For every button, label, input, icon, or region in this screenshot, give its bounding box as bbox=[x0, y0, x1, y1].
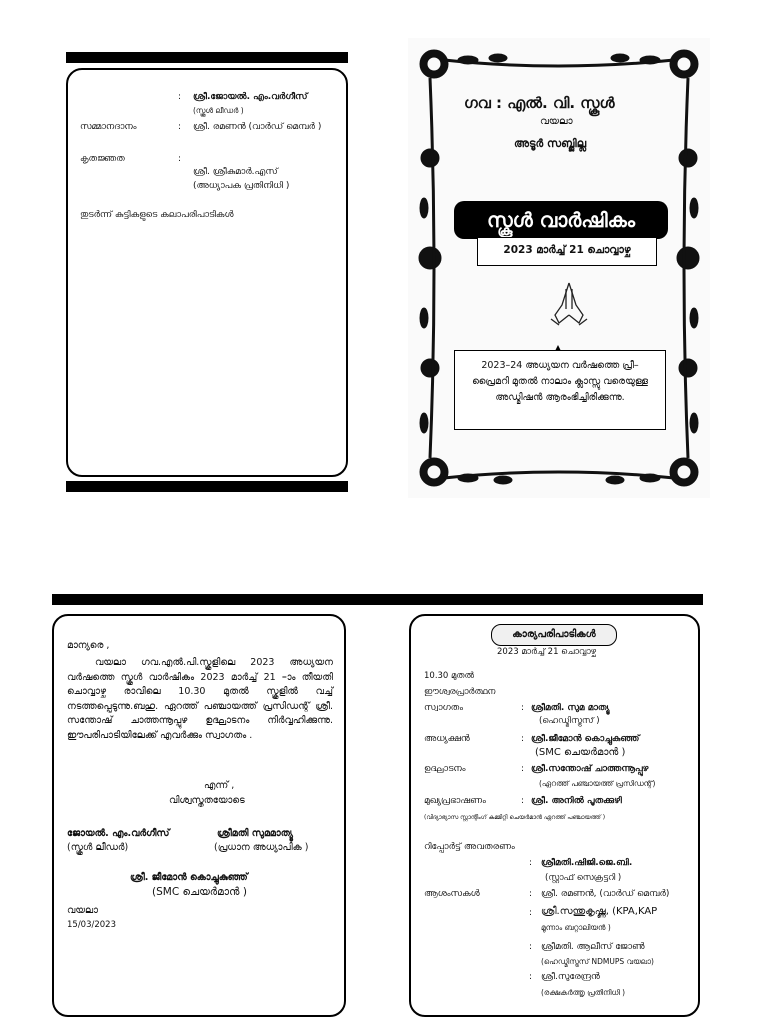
programme-time: 10.30 മുതൽ bbox=[424, 671, 474, 681]
wish-colon: : bbox=[529, 942, 533, 952]
wish-name: ശ്രീ.സന്തുകൃഷ്ണ, (KPA,KAP bbox=[541, 906, 658, 917]
item-name-inauguration: ശ്രീ.സന്തോഷ് ചാത്തന്നൂപ്പുഴ bbox=[531, 764, 649, 774]
top-left-frame bbox=[66, 68, 348, 477]
cover-school-name: ഗവ : എൽ. വി. സ്കൂൾ bbox=[464, 94, 615, 112]
top-left-rule bbox=[66, 52, 348, 63]
letter-frame bbox=[52, 614, 346, 1017]
report-role: (സ്റ്റാഫ് സെക്രട്ടറി ) bbox=[545, 873, 622, 883]
wishes-label: ആശംസകൾ bbox=[424, 889, 480, 899]
praying-hands-icon bbox=[549, 279, 589, 327]
top-left-bottom-rule bbox=[66, 481, 348, 492]
wish-colon: : bbox=[529, 889, 533, 899]
event-title: സ്കൂൾ വാർഷികം bbox=[486, 208, 636, 232]
sig3-name: ശ്രീ. ജീമോൻ കൊച്ചുകുഞ്ഞ് bbox=[130, 872, 248, 883]
event-date-box bbox=[477, 237, 657, 266]
sig3-role: (SMC ചെയർമാൻ ) bbox=[152, 886, 247, 898]
bottom-section-rule bbox=[52, 594, 703, 605]
tl-role-1: (സ്കൂൾ ലീഡർ ) bbox=[193, 106, 244, 115]
report-name: ശ്രീമതി.ഷിജി.ജെ.ബി. bbox=[541, 858, 633, 868]
item-role-inauguration: (ഏറത്ത് പഞ്ചായത്ത് പ്രസിഡന്റ്) bbox=[539, 779, 656, 788]
item-colon: : bbox=[521, 796, 525, 806]
wish-role: (ഹെഡ്മിസ്ട്രസ് NDMUPS വയലാ) bbox=[541, 957, 654, 966]
wish-name: ശ്രീ.സുരേന്ദ്രൻ bbox=[541, 972, 600, 982]
letter-place: വയലാ bbox=[67, 905, 98, 916]
cover-place: വയലാ bbox=[540, 116, 573, 127]
report-colon: : bbox=[529, 858, 533, 868]
wish-role: മൂന്നാം ബറ്റാലിയൻ ) bbox=[541, 923, 611, 932]
item-name-president: ശ്രീ.ജീമോൻ കൊച്ചുകുഞ്ഞ് bbox=[531, 734, 640, 744]
sig1-name: ജോയൽ. എം.വർഗീസ് bbox=[67, 828, 170, 839]
wish-role: (രക്ഷകർത്തൃ പ്രതിനിധി ) bbox=[541, 988, 626, 997]
item-label-welcome: സ്വാഗതം bbox=[424, 703, 464, 713]
letter-closing-1: എന്ന് , bbox=[204, 780, 235, 791]
admission-note-box bbox=[454, 350, 666, 430]
event-title-box bbox=[454, 201, 668, 239]
letter-salutation: മാന്യരെ , bbox=[67, 640, 110, 651]
programme-heading: കാര്യപരിപാടികൾ bbox=[512, 629, 596, 640]
admission-note: 2023–24 അധ്യയന വർഷത്തെ പ്രീ–പ്രൈമറി മുതൽ നാലാം ക്ലാസ്സു വരെയുള്ള അഡ്മിഷൻ ആരംഭിച്ചിരിക്കുന്നു. bbox=[472, 360, 648, 403]
tl-colon-1: : bbox=[178, 92, 182, 102]
item-label-inauguration: ഉദ്ഘാടനം bbox=[424, 764, 466, 774]
tl-label-3: കൃതജ്ഞത bbox=[80, 154, 125, 164]
sig1-role: (സ്കൂൾ ലീഡർ) bbox=[67, 842, 129, 853]
wish-colon: : bbox=[529, 908, 533, 918]
letter-date: 15/03/2023 bbox=[67, 920, 116, 930]
programme-frame bbox=[409, 614, 700, 1017]
letter-closing-2: വിശ്വസ്തതയോടെ bbox=[169, 795, 245, 806]
programme-date: 2023 മാർച്ച് 21 ചൊവ്വാഴ്ച bbox=[497, 647, 597, 657]
cover-panel bbox=[408, 38, 710, 498]
report-label: റിപ്പോർട്ട് അവതരണം bbox=[424, 842, 515, 852]
tl-name-1: ശ്രീ.ജോയൽ. എം.വർഗീസ് bbox=[193, 92, 308, 102]
item-label-president: അധ്യക്ഷൻ bbox=[424, 734, 470, 744]
tl-name-3: ശ്രീ. ശ്രീകുമാർ.എസ് bbox=[193, 167, 278, 177]
tl-name-2: ശ്രീ. രമണൻ (വാർഡ് മെമ്പർ ) bbox=[193, 122, 322, 132]
sig2-name: ശ്രീമതി സുമമാത്യൂ bbox=[217, 828, 293, 839]
item-colon: : bbox=[521, 703, 525, 713]
programme-heading-scroll bbox=[491, 624, 617, 646]
item-role-keynote: (വിദ്യാഭ്യാസ സ്റ്റാന്റിംഗ് കമ്മിറ്റി ചെയർമാൻ ഏറത്ത് പഞ്ചായത്ത് ) bbox=[424, 814, 606, 821]
tl-colon-2: : bbox=[178, 122, 182, 132]
sig2-role: (പ്രധാന അധ്യാപിക ) bbox=[214, 842, 309, 853]
wish-colon: : bbox=[529, 972, 533, 982]
item-role-president: (SMC ചെയർമാൻ ) bbox=[535, 747, 626, 758]
item-name-welcome: ശ്രീമതി. സുമ മാത്യൂ bbox=[531, 703, 610, 713]
item-label-keynote: മുഖ്യപ്രഭാഷണം bbox=[424, 796, 486, 806]
tl-line-4: തുടർന്ന് കുട്ടികളുടെ കലാപരിപാടികൾ bbox=[80, 210, 234, 220]
letter-body: വയലാ ഗവ.എൽ.പി.സ്കൂളിലെ 2023 അധ്യയന വർഷത്തെ സ്കൂൾ വാർഷികം 2023 മാർച്ച് 21 –ാം തീയതി ചൊവ്വാഴ്ച രാവിലെ 10.30 മുതൽ സ്കൂളിൽ വച്ച് നടത്തപ്പെടുന്നു.ബഹു. ഏറത്ത് പഞ്ചായത്ത് പ്രസിഡന്റ് ശ്രീ. സന്തോഷ് ചാത്തന്നൂപ്പുഴ ഉദ്ഘാടനം നിർവ്വഹിക്കുന്നു. ഈപരിപാടിയിലേക്ക് എവർക്കും സ്വാഗതം . bbox=[67, 657, 333, 741]
tl-role-3: (അധ്യാപക പ്രതിനിധി ) bbox=[193, 181, 290, 191]
tl-label-2: സമ്മാനദാനം bbox=[80, 122, 137, 132]
programme-prayer: ഈശ്വരപ്രാർത്ഥന bbox=[424, 687, 496, 697]
item-name-keynote: ശ്രീ. അനിൽ പൂതക്കുഴി bbox=[531, 796, 622, 806]
cover-subdistrict: അടൂർ സബ്ജില്ല bbox=[514, 137, 587, 150]
tl-colon-3: : bbox=[178, 154, 182, 164]
item-colon: : bbox=[521, 764, 525, 774]
item-role-welcome: (ഹെഡ്മിസ്ട്രസ് ) bbox=[539, 716, 600, 726]
event-date: 2023 മാർച്ച് 21 ചൊവ്വാഴ്ച bbox=[503, 244, 631, 256]
wish-name: ശ്രീമതി. ആലീസ് ജോൺ bbox=[541, 942, 645, 952]
wish-name: ശ്രീ. രമണൻ, (വാർഡ് മെമ്പർ) bbox=[541, 889, 670, 899]
item-colon: : bbox=[521, 734, 525, 744]
